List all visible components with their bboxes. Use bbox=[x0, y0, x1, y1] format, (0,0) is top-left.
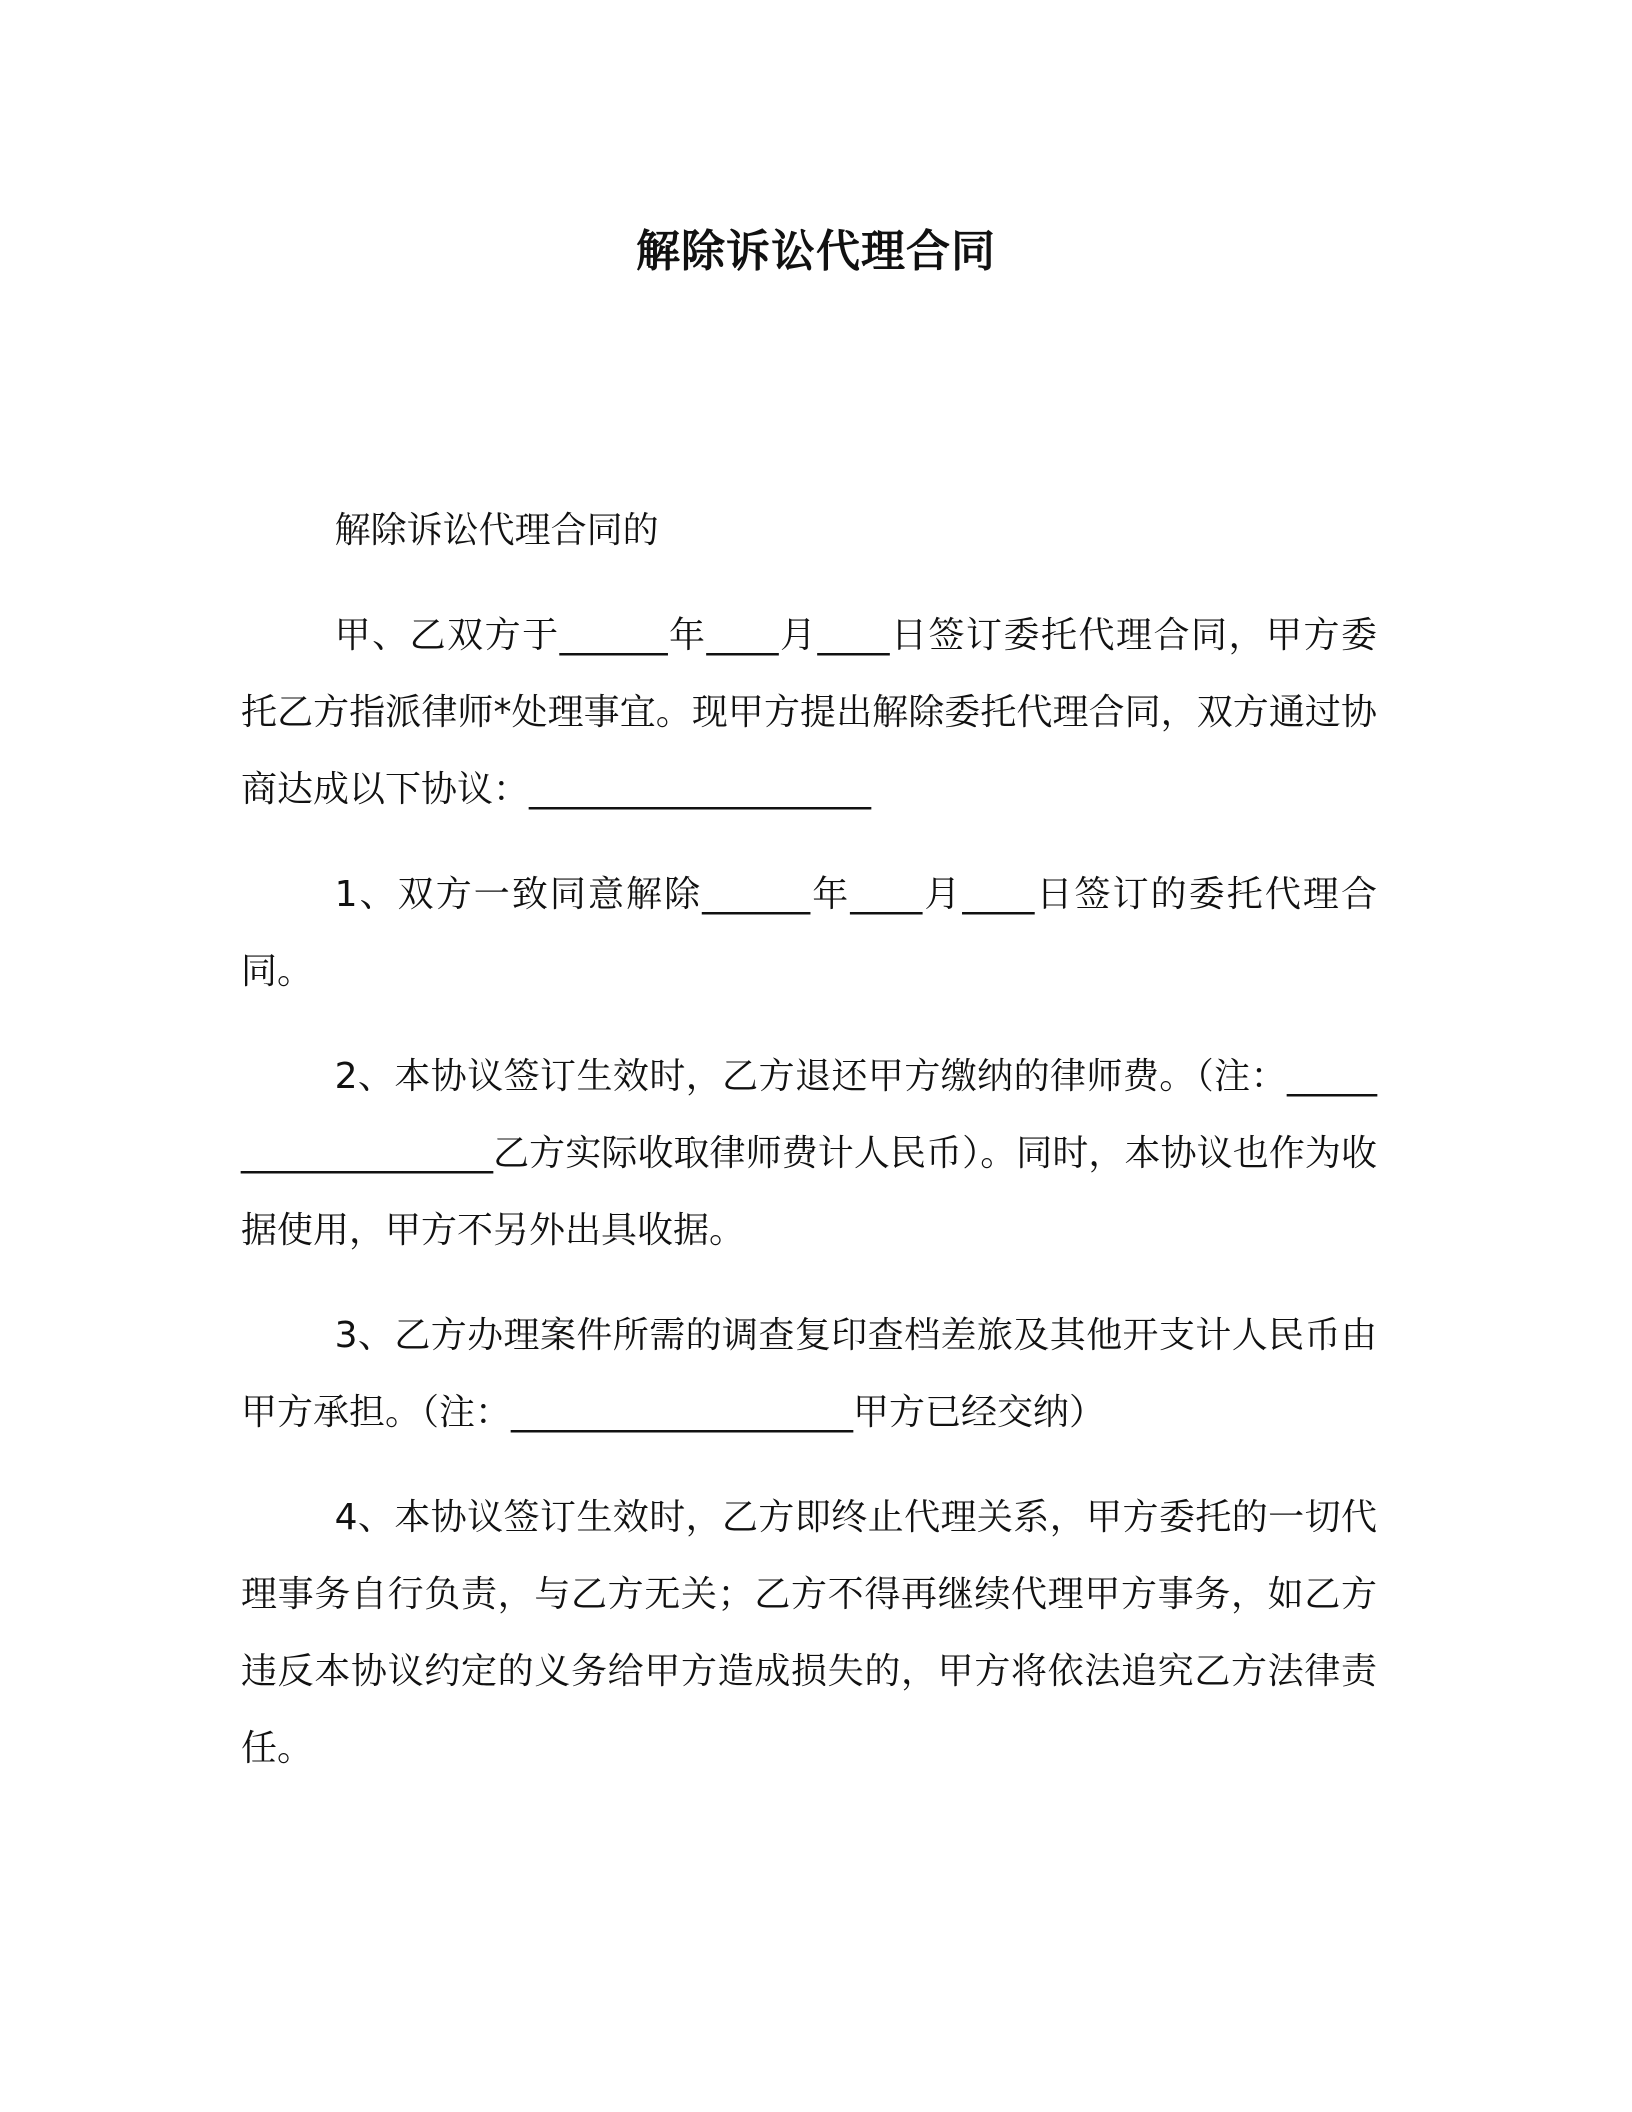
paragraph-clause-1: 1、双方一致同意解除______年____月____日签订的委托代理合同。 bbox=[241, 874, 1377, 992]
paragraph-clause-4: 4、本协议签订生效时，乙方即终止代理关系，甲方委托的一切代理事务自行负责，与乙方无关；乙方不得再继续代理甲方事务，如乙方违反本协议约定的义务给甲方造成损失的，甲方将依法追究乙方法律责任。 bbox=[241, 1497, 1377, 1769]
paragraph-clause-2: 2、本协议签订生效时，乙方退还甲方缴纳的律师费。（注：___________________乙方实际收取律师费计人民币）。同时，本协议也作为收据使用，甲方不另外出具收据。 bbox=[241, 1056, 1377, 1251]
document-title: 解除诉讼代理合同 bbox=[636, 226, 996, 277]
document-body bbox=[241, 492, 1377, 1787]
paragraph-intro: 甲、乙双方于______年____月____日签订委托代理合同，甲方委托乙方指派律师*处理事宜。现甲方提出解除委托代理合同，双方通过协商达成以下协议：___________________ bbox=[241, 615, 1377, 810]
paragraph-clause-3: 3、乙方办理案件所需的调查复印查档差旅及其他开支计人民币由甲方承担。（注：___________________甲方已经交纳） bbox=[241, 1315, 1377, 1433]
paragraph-heading: 解除诉讼代理合同的 bbox=[334, 510, 659, 551]
